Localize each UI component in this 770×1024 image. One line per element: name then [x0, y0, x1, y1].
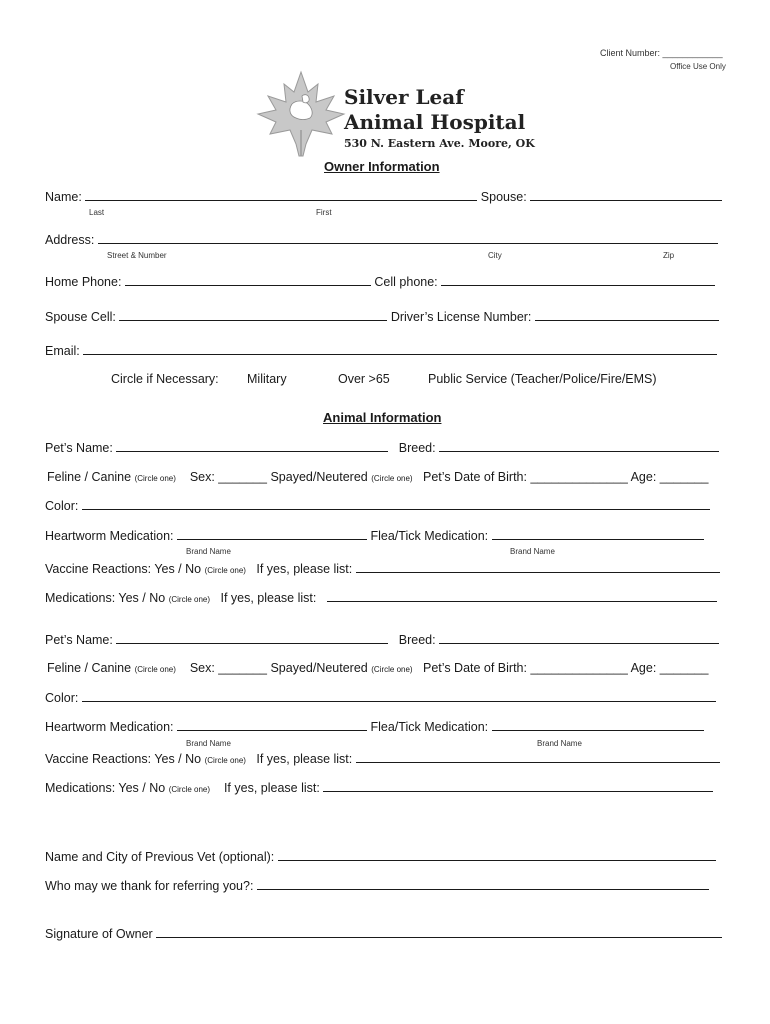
- signature-label: Signature of Owner: [45, 927, 153, 941]
- owner-information-heading: Owner Information: [324, 159, 440, 174]
- pet1-feline-canine[interactable]: Feline / Canine: [47, 470, 132, 484]
- pet1-heartworm-brand-hint: Brand Name: [186, 547, 231, 556]
- pet1-vaccine-label[interactable]: Vaccine Reactions: Yes / No: [45, 562, 202, 576]
- referral-row: [45, 878, 709, 893]
- pet2-spayed-label[interactable]: Spayed/Neutered: [270, 661, 368, 675]
- client-number-label: Client Number: ____________: [600, 48, 723, 58]
- pet2-heartworm-label: Heartworm Medication:: [45, 720, 174, 734]
- pet2-meds-list-label: If yes, please list:: [223, 781, 320, 795]
- spouse-label: Spouse:: [480, 190, 527, 204]
- previous-vet-field[interactable]: [278, 849, 716, 861]
- pet1-heartworm-field[interactable]: [177, 528, 367, 540]
- pet2-vaccine-circle-hint: (Circle one): [204, 756, 246, 765]
- pet1-spayed-circle-hint: (Circle one): [371, 474, 413, 483]
- pet2-name-field[interactable]: [116, 632, 388, 644]
- pet1-vaccine-list-field[interactable]: [356, 561, 720, 573]
- city-hint: City: [488, 251, 502, 260]
- street-hint: Street & Number: [107, 251, 167, 260]
- pet2-sex-field[interactable]: Sex: _______: [189, 661, 267, 675]
- pet2-vaccine-list-field[interactable]: [356, 751, 720, 763]
- pet1-flea-field[interactable]: [492, 528, 704, 540]
- pet2-meds-circle-hint: (Circle one): [168, 785, 211, 794]
- hospital-name-line2: Animal Hospital: [344, 110, 526, 134]
- pet1-circle-one-hint: (Circle one): [134, 474, 176, 483]
- pet1-sex-field[interactable]: Sex: _______: [189, 470, 267, 484]
- signature-field[interactable]: [156, 926, 722, 938]
- pet1-flea-brand-hint: Brand Name: [510, 547, 555, 556]
- pet1-dob-field[interactable]: Pet’s Date of Birth: ______________: [423, 470, 628, 484]
- pet2-spayed-circle-hint: (Circle one): [371, 665, 413, 674]
- pet1-spayed-label[interactable]: Spayed/Neutered: [270, 470, 368, 484]
- previous-vet-label: Name and City of Previous Vet (optional):: [45, 850, 275, 864]
- address-row: [45, 232, 718, 247]
- pet2-breed-field[interactable]: [439, 632, 719, 644]
- pet1-color-row: [45, 498, 710, 513]
- zip-hint: Zip: [663, 251, 675, 260]
- pet2-vaccine-list-label: If yes, please list:: [256, 752, 353, 766]
- pet2-color-label: Color:: [45, 691, 79, 705]
- pet1-breed-field[interactable]: [439, 440, 719, 452]
- pet1-color-field[interactable]: [82, 498, 710, 510]
- previous-vet-row: [45, 849, 716, 864]
- pet2-circle-one-hint: (Circle one): [134, 665, 176, 674]
- pet2-color-row: [45, 690, 716, 705]
- pet1-breed-label: Breed:: [398, 441, 436, 455]
- pet2-flea-brand-hint: Brand Name: [537, 739, 582, 748]
- circle-if-necessary-label: Circle if Necessary:: [111, 372, 219, 386]
- pet1-vaccine-circle-hint: (Circle one): [204, 566, 246, 575]
- pet1-medications-row: [45, 590, 717, 605]
- pet1-meds-circle-hint: (Circle one): [168, 595, 211, 604]
- option-public-service[interactable]: Public Service (Teacher/Police/Fire/EMS): [428, 372, 657, 386]
- email-label: Email:: [45, 344, 80, 358]
- address-label: Address:: [45, 233, 95, 247]
- pet2-color-field[interactable]: [82, 690, 716, 702]
- drivers-license-field[interactable]: [535, 309, 719, 321]
- option-over-65[interactable]: Over >65: [338, 372, 390, 386]
- pet1-flea-label: Flea/Tick Medication:: [370, 529, 489, 543]
- animal-information-heading: Animal Information: [323, 410, 442, 425]
- pet2-medication-row: [45, 719, 704, 734]
- pet2-heartworm-brand-hint: Brand Name: [186, 739, 231, 748]
- address-field[interactable]: [98, 232, 718, 244]
- pet2-breed-label: Breed:: [398, 633, 436, 647]
- first-name-hint: First: [316, 208, 332, 217]
- pet1-name-label: Pet’s Name:: [45, 441, 113, 455]
- last-name-hint: Last: [89, 208, 105, 217]
- pet2-feline-canine[interactable]: Feline / Canine: [47, 661, 132, 675]
- hospital-name-line1: Silver Leaf: [344, 85, 464, 109]
- pet1-meds-list-field[interactable]: [327, 590, 717, 602]
- drivers-license-label: Driver’s License Number:: [390, 310, 532, 324]
- pet1-heartworm-label: Heartworm Medication:: [45, 529, 174, 543]
- referral-label: Who may we thank for referring you?:: [45, 879, 254, 893]
- spouse-field[interactable]: [530, 189, 722, 201]
- pet2-dob-field[interactable]: Pet’s Date of Birth: ______________: [423, 661, 628, 675]
- maple-leaf-logo-icon: [256, 70, 346, 158]
- pet1-vaccine-row: [45, 561, 720, 576]
- pet1-meds-label[interactable]: Medications: Yes / No: [45, 591, 166, 605]
- home-phone-field[interactable]: [125, 274, 371, 286]
- pet2-details-row: [47, 661, 708, 675]
- pet1-details-row: [47, 470, 708, 484]
- pet1-vaccine-list-label: If yes, please list:: [256, 562, 353, 576]
- pet1-meds-list-label: If yes, please list:: [220, 591, 317, 605]
- email-row: [45, 343, 717, 358]
- pet2-meds-list-field[interactable]: [323, 780, 713, 792]
- pet1-medication-row: [45, 528, 704, 543]
- pet2-medications-row: [45, 780, 713, 795]
- pet1-name-field[interactable]: [116, 440, 388, 452]
- spouse-cell-row: [45, 309, 719, 324]
- cell-phone-field[interactable]: [441, 274, 715, 286]
- pet1-color-label: Color:: [45, 499, 79, 513]
- office-use-only-label: Office Use Only: [670, 62, 726, 71]
- phone-row: [45, 274, 715, 289]
- pet2-flea-label: Flea/Tick Medication:: [370, 720, 489, 734]
- cell-phone-label: Cell phone:: [374, 275, 438, 289]
- spouse-cell-label: Spouse Cell:: [45, 310, 116, 324]
- name-field[interactable]: [85, 189, 477, 201]
- pet2-heartworm-field[interactable]: [177, 719, 367, 731]
- email-field[interactable]: [83, 343, 717, 355]
- pet2-vaccine-row: [45, 751, 720, 766]
- pet2-name-label: Pet’s Name:: [45, 633, 113, 647]
- home-phone-label: Home Phone:: [45, 275, 122, 289]
- pet1-age-field[interactable]: Age: _______: [630, 470, 709, 484]
- pet2-name-row: [45, 632, 719, 647]
- pet2-vaccine-label[interactable]: Vaccine Reactions: Yes / No: [45, 752, 202, 766]
- pet2-flea-field[interactable]: [492, 719, 704, 731]
- signature-row: [45, 926, 722, 941]
- pet2-meds-label[interactable]: Medications: Yes / No: [45, 781, 166, 795]
- referral-field[interactable]: [257, 878, 709, 890]
- spouse-cell-field[interactable]: [119, 309, 387, 321]
- name-label: Name:: [45, 190, 82, 204]
- hospital-address: 530 N. Eastern Ave. Moore, OK: [344, 137, 535, 150]
- pet1-name-row: [45, 440, 719, 455]
- option-military[interactable]: Military: [247, 372, 287, 386]
- name-row: [45, 189, 722, 204]
- pet2-age-field[interactable]: Age: _______: [630, 661, 709, 675]
